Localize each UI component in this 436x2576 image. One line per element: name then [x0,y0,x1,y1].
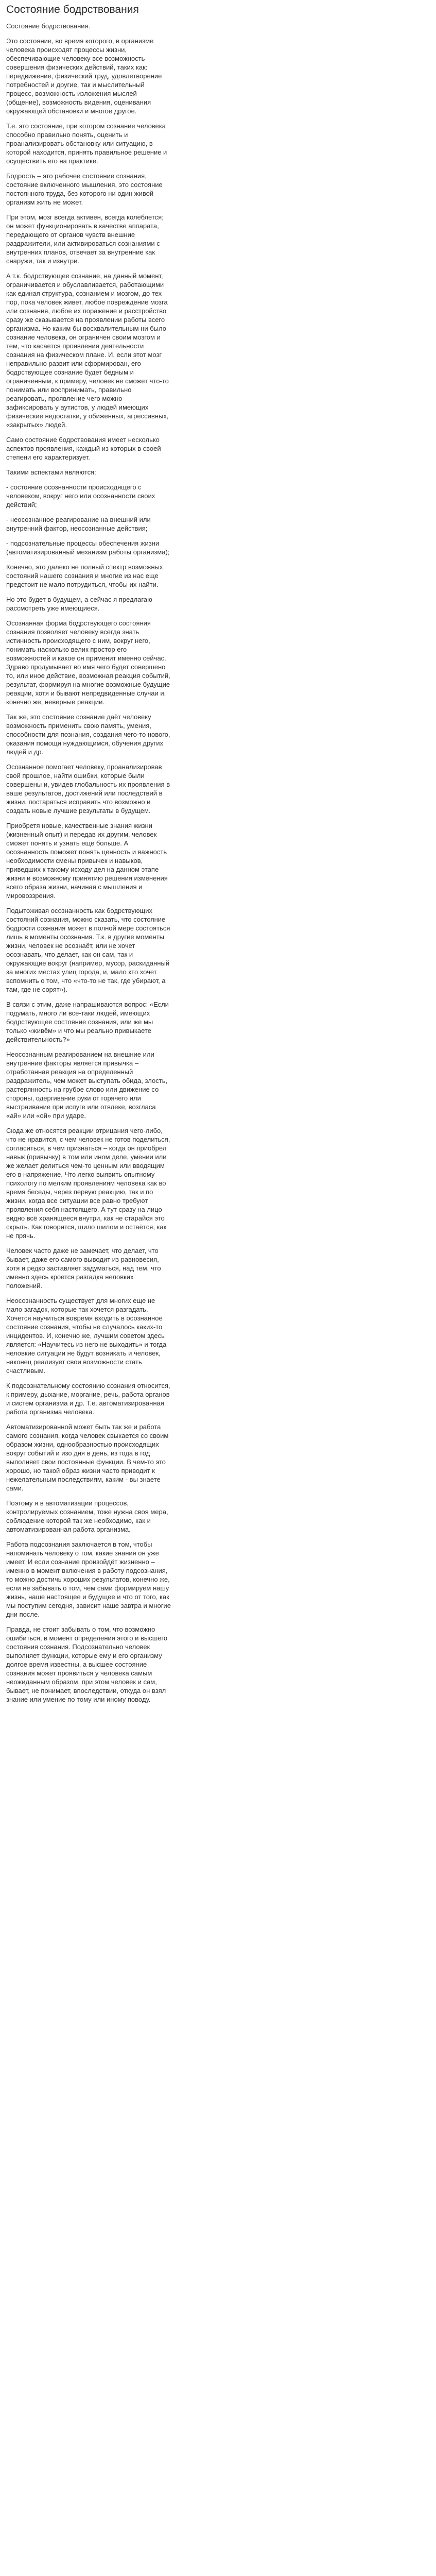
article-paragraph: Человек часто даже не замечает, что делает, что бывает, даже его самого выводит из равновесия, хотя и редко заставляет задуматься, над тем, что именно здесь кроется разгадка неловких положений. [6,1247,161,1290]
article-title: Состояние бодрствования [6,4,139,15]
article-paragraph: Это состояние, во время которого, в организме человека происходят процессы жизни, обеспечивающие человеку все возможность совершения физических действий, таких как: передвижение, физический труд, удовлетворение потребностей и другие, так и мыслительный процесс, возможность изложения мыслей (общение), возможность видения, оценивания окружающей обстановки и многое другое. [6,37,162,115]
article-paragraph: Подытоживая осознанность как бодрствующих состояний сознания, можно сказать, что состояние бодрости сознания может в полной мере состояться лишь в моменты осознания. Т.к. в другие моменты жизни, человек не осознаёт, или не хочет осознавать, что делает, как он сам, так и окружающие вокруг (например, мусор, раскиданный за многих местах улиц города, и, мало кто хочет вспомнить о том, что «что-то не так, где убирают, а там, где не сорят»). [6,907,170,993]
article-paragraph: К подсознательному состоянию сознания относится, к примеру, дыхание, моргание, речь, работа органов и систем организма и др. Т.е. автоматизированная работа организма человека. [6,1382,170,1416]
article-paragraph: - подсознательные процессы обеспечения жизни (автоматизированный механизм работы организма); [6,539,170,556]
article-paragraph: - состояние осознанности происходящего с человеком, вокруг него или осознанности своих действий; [6,483,155,509]
article-paragraph: А т.к. бодрствующее сознание, на данный момент, ограничивается и обуславливается, работающими как единая структура, сознанием и мозгом, до тех пор, пока человек живет, любое повреждение мозга или сознания, любое их поражение и расстройство сразу же сказывается на проявлении работы всего организма. Но каким бы восхвалительным ни было сознание человека, он ограничен своим мозгом и тем, что касается проявления деятельности сознания на физическом плане. И, если этот мозг неправильно развит или сформирован, его бодрствующее сознание будет бедным и ограниченным, к примеру, человек не сможет что-то понимать или воспринимать, правильно реагировать, проявление чего можно зафиксировать у аутистов, у людей имеющих физические недостатки, у обиженных, агрессивных, «закрытых» людей. [6,272,169,429]
article-paragraph: Осознанное помогает человеку, проанализировав свой прошлое, найти ошибки, которые были совершены и, увидев глобальность их проявления в ваше результатов, достижений или последствий в жизни, постараться исправить что возможно и создать новые лучшие результаты в будущем. [6,763,170,815]
article-paragraph: Работа подсознания заключается в том, чтобы напоминать человеку о том, какие знания он уже имеет. И если сознание произойдёт жизненно – именно в момент включения в работу подсознания, то можно достичь хороших результатов, конечно же, если не забывать о том, чем сами формируем нашу жизнь, наше настоящее и будущее и что от того, как мы поступим сегодня, зависит наше завтра и многие дни после. [6,1540,171,1618]
article-paragraph: Правда, не стоит забывать о том, что возможно ошибиться, в момент определения этого и высшего состояния сознания. Подсознательно человек выполняет функции, которые ему и его организму долгое время известны, а высшее состояние сознания может проявиться у человека самым неожиданным образом, при этом человек и сам, бывает, не понимает, впоследствии, откуда он взял знание или умение по тому или иному поводу. [6,1625,168,1703]
article-paragraph: Так же, это состояние сознание даёт человеку возможность применить свою память, умения, способности для познания, создания чего-то нового, оказания помощи нуждающимся, обучения других людей и др. [6,713,170,756]
article-paragraph: Приобретя новые, качественные знания жизни (жизненный опыт) и передав их другим, человек сможет понять и узнать еще больше. А осознанность поможет понять ценность и важность необходимости смены привычек и навыков, приведших к такому исходу дел на данном этапе жизни и возможному принятию решения изменения всего образа жизни, начиная с мышления и мировоззрения. [6,822,168,900]
article-paragraph: Но это будет в будущем, а сейчас я предлагаю рассмотреть уже имеющиеся. [6,596,152,612]
article-paragraph: Т.е. это состояние, при котором сознание человека способно правильно понять, оценить и проанализировать обстановку или ситуацию, в которой находится, принять правильное решение и осуществить его на практике. [6,122,167,165]
article-paragraph: Неосознанным реагированием на внешние или внутренние факторы является привычка – отработанная реакция на определенный раздражитель, чем может выступать обида, злость, растерянность на грубое слово или движение со стороны, одергивание руки от горячего или выстраивание при испуге или отвлеке, возгласа «ай» или «ой» при ударе. [6,1050,168,1120]
article-paragraph: - неосознанное реагирование на внешний или внутренний фактор, неосознанные действия; [6,516,151,532]
article-paragraph: Такими аспектами являются: [6,468,96,476]
article-paragraph: Бодрость – это рабочее состояние сознания, состояние включенного мышления, это состояние постоянного труда, без которого ни один живой организм жить не может. [6,172,163,206]
article-paragraph: Сюда же относятся реакции отрицания чего-либо, что не нравится, с чем человек не готов поделиться, согласиться, в чем признаться – когда он приобрел навык (привычку) в том или ином деле, умении или же желает делиться чем-то ценным или вводящим его в напряжение. Что легко выявить опытному психологу по мелким проявлениям человека как во время беседы, через первую реакцию, так и по жизни, когда все ситуации все равно требуют проявления себя настоящего. А тут сразу на лицо видно всё хранящееся внутри, как не старайся это скрыть. Как говорится, шило шилом и остаётся, как не прячь. [6,1127,170,1240]
article-paragraph: В связи с этим, даже напрашиваются вопрос: «Если подумать, много ли все-таки людей, имеющих бодрствующее состояние сознания, или же мы только «живём» и что мы реально привыкаете действительность?» [6,1001,169,1043]
article-paragraph: Неосознанность существует для многих еще не мало загадок, которые так хочется разгадать. Хочется научиться вовремя входить в осознанное состояние сознания, чтобы не случалось каких-то инцидентов. И, конечно же, лучшим советом здесь является: «Научитесь из него не выходить» и тогда неловкие ситуации не будут возникать и человек, наконец реализует свои возможности стать счастливым. [6,1297,167,1375]
article-paragraph: Автоматизированной может быть так же и работа самого сознания, когда человек свыкается со своим образом жизни, однообразностью происходящих вокруг событий и изо дня в день, из года в год выполняет свои постоянные функции. В чем-то это хорошо, но такой образ жизни часто приводит к нежелательным последствиям, каким - вы знаете сами. [6,1423,169,1492]
article-paragraph: Поэтому я в автоматизации процессов, контролируемых сознанием, тоже нужна своя мера, соблюдение которой так же необходимо, как и автоматизированная работа организма. [6,1499,168,1533]
article-paragraph: Само состояние бодрствования имеет несколько аспектов проявления, каждый из которых в своей степени его характеризует. [6,436,161,461]
article-body [6,22,171,1704]
article-paragraph: Состояние бодрствования. [6,22,91,30]
article-paragraph: Конечно, это далеко не полный спектр возможных состояний нашего сознания и многие из нас еще предстоит не мало потрудиться, чтобы их найти. [6,563,163,588]
article-paragraph: При этом, мозг всегда активен, всегда колеблется; он может функционировать в качестве аппарата, передающего от органов чувств внешние раздражители, или активироваться сознаниями с внутренних планов, отвечает за внутренние как снаружи, так и изнутри. [6,213,164,265]
article-paragraph: Осознанная форма бодрствующего состояния сознания позволяет человеку всегда знать истинность происходящего с ним, вокруг него, понимать насколько велик простор его возможностей и какое он применит именно сейчас. Здраво продумывает во имя чего будет совершено то, или иное действие, возможная реакция событий, результат, формируя на многие возможные будущие реакции, хотя и бывают непредвиденные случаи и, конечно же, неверные реакции. [6,619,170,706]
